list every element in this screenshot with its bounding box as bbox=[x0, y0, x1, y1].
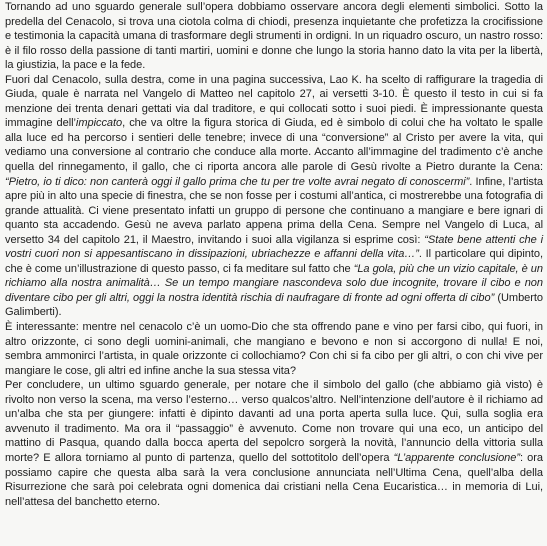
paragraph-symbols bbox=[5, 0, 543, 73]
paragraph-text: Fuori dal Cenacolo, sulla destra, come in una pagina successiva, Lao K. ha scelto di raffigurare la tragedia di Giuda, quale è narrata nel Vangelo di Matteo nel capitolo 27, ai versetti 3-10. È questo il testo in cui si fa menzione dei trenta denari gettati via dal traditore, e qui collocati sotto i suoi piedi. È impressionante questa immagine dell’ bbox=[5, 73, 543, 130]
quote-luke: “State bene attenti che i vostri cuori non si appesantiscano in dissipazioni, ubriachezze e affanni della vita…” bbox=[5, 233, 543, 261]
paragraph-conclusion bbox=[5, 378, 543, 509]
italic-term: impiccato bbox=[75, 117, 123, 130]
paragraph-text: . Il particolare qui dipinto, che è come un’illustrazione di questo passo, ci fa meditare sul fatto che bbox=[5, 248, 543, 275]
paragraph-text: È interessante: mentre nel cenacolo c’è un uomo-Dio che sta offrendo pane e vino per farsi cibo, qui fuori, in altro orizzonte, ci sono degli uomini-animali, che mangiano e bevono e non si accorgono di nulla! E noi, sembra ammonirci l’artista, in quale orizzonte ci collochiamo? Con chi si fa cibo per gli altri, o con chi vive per mangiare le cose, gli altri ed infine anche la sua stessa vita? bbox=[5, 321, 543, 377]
paragraph-text: Tornando ad uno sguardo generale sull’opera dobbiamo osservare ancora degli elementi simbolici. Sotto la predella del Cenacolo, si trova una ciotola colma di chiodi, presenza inquietante che profetizza la crocifissione e testimonia la capacità umana di trasformare degli strumenti in ordigni. In un riquadro oscuro, un nastro rosso: è il filo rosso della passione di tanti martiri, uomini e donne che lungo la storia hanno dato la vita per la libertà, la giustizia, la pace e la fede. bbox=[5, 1, 543, 72]
quote-peter: “Pietro, io ti dico: non canterà oggi il gallo prima che tu per tre volte avrai negato di conoscermi” bbox=[5, 175, 470, 188]
paragraph-text: Per concludere, un ultimo sguardo generale, per notare che il simbolo del gallo (che abbiamo già visto) è rivolto non verso la scena, ma verso l’esterno… verso qualcos’altro. Nell’intenzione dell’autore è il richiamo ad un’alba che sta per giungere: infatti è dipinto davanti ad una porta aperta sulla luce. Qui, sulla soglia era avvenuto il tradimento. Ma ora il “passaggio” è avvenuto. Come non trovare qui una eco, un anticipo del mattino di Pasqua, quando dalla bocca aperta del sepolcro sorgerà la novità, l’annuncio della vittoria sulla morte? E allora torniamo al punto di partenza, quello del sottotitolo dell’opera bbox=[5, 379, 543, 464]
paragraph-text: , che va oltre la figura storica di Giuda, ed è simbolo di colui che ha voltato le spalle alla luce ed ha percorso i sentieri delle tenebre; invece di una “conversione” al Cristo per avere la vita, qui vediamo una conversione al contrario che conduce alla morte. Accanto all’immagine del tradimento c’è anche quella del rinnegamento, il gallo, che ci riporta ancora alle parole di Gesù rivolte a Pietro durante la Cena: bbox=[5, 117, 543, 174]
paragraph-judas bbox=[5, 73, 543, 320]
quote-subtitle: “L’apparente conclusione” bbox=[393, 451, 520, 464]
quote-galimberti: “La gola, più che un vizio capitale, è un richiamo alla nostra animalità… Se un tempo mangiare nascondeva solo due incognite, trovare il cibo e non diventare cibo per gli altri, oggi la nostra identità rischia di naufragare di fronte ad ogni offerta di cibo” bbox=[5, 262, 543, 304]
paragraph-text: : ora possiamo capire che questa alba sarà la vera conclusione annunciata nell’Ultima Cena, quell’alba della Risurrezione che sarà poi celebrata ogni domenica dai cristiani nella Cena Eucaristica… in memoria di Lui, nell’attesa del banchetto eterno. bbox=[5, 451, 543, 508]
paragraph-text: . Infine, l’artista apre più in alto una specie di finestra, che se non fosse per i costumi all’antica, ci mostrerebbe una fotografia di grande attualità. Ci viene presentato infatti un gruppo di persone che continuano a mangiare e bere ignari di quanto sta accadendo. Gesù ne aveva parlato appena prima della Cena. Sempre nel Vangelo di Luca, al versetto 34 del capitolo 21, il Maestro, invitando i suoi alla vigilanza si esprime così: bbox=[5, 175, 544, 246]
paragraph-interesting bbox=[5, 320, 543, 378]
quote-attribution: (Umberto Galimberti). bbox=[5, 291, 543, 319]
